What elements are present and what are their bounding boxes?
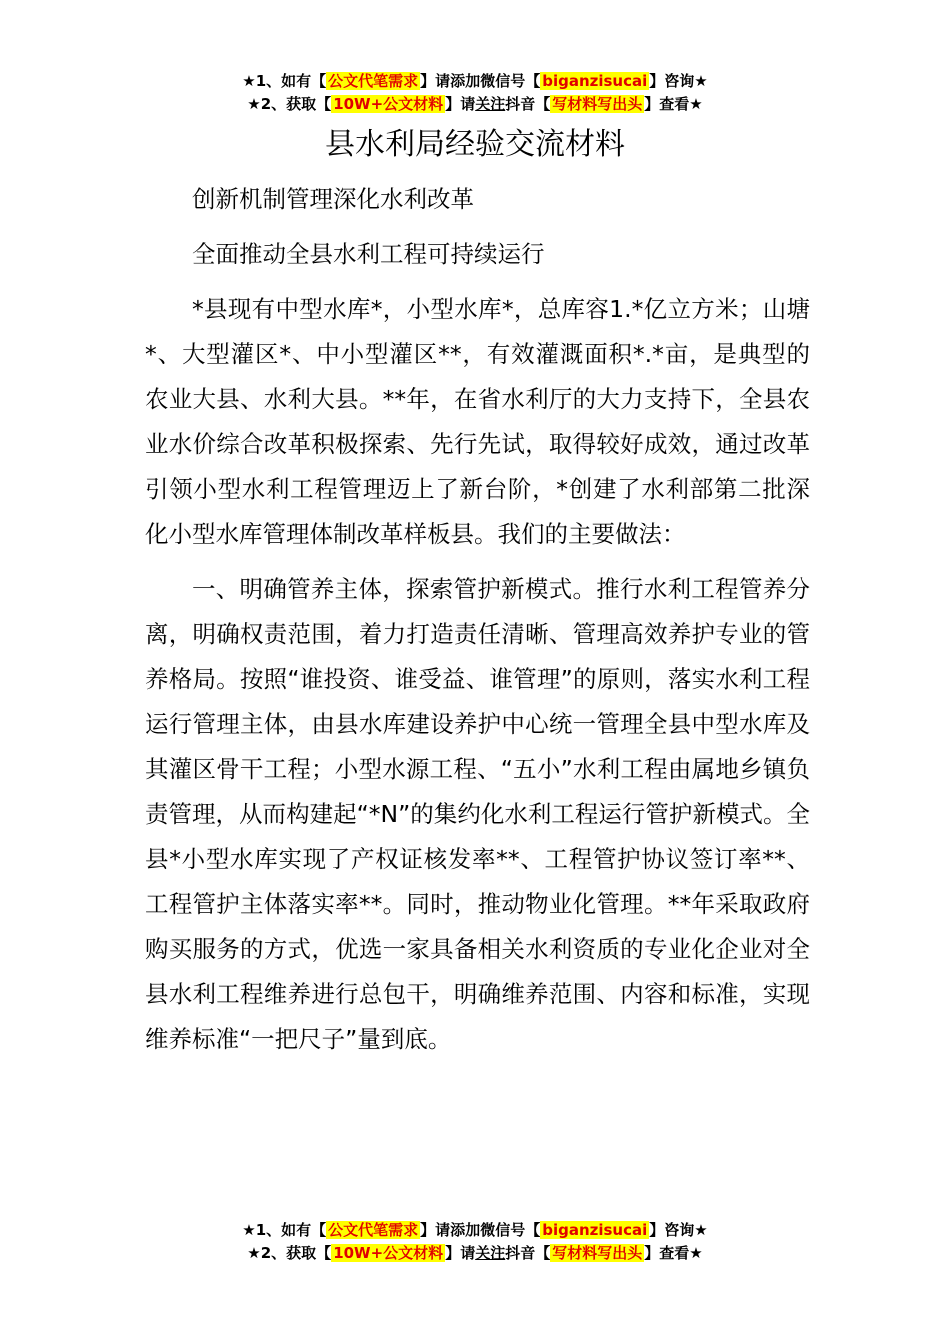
banner-text: 抖音【 <box>505 1244 551 1262</box>
banner-line-1 <box>0 1219 950 1242</box>
banner-text: ★1、如有【 <box>242 72 327 90</box>
banner-text: 微信号【 <box>480 1221 541 1239</box>
banner-text: 】请添 <box>420 72 466 90</box>
banner-text: ★2、获取【 <box>247 95 332 113</box>
banner-text: 微信号【 <box>480 72 541 90</box>
document-body <box>145 177 810 1062</box>
banner-highlight: biganzisucai <box>542 72 648 90</box>
body-paragraph: 一、明确管养主体，探索管护新模式。推行水利工程管养分离，明确权责范围，着力打造责任清晰、管理高效养护专业的管养格局。按照“谁投资、谁受益、谁管理”的原则，落实水利工程运行管理主体，由县水库建设养护中心统一管理全县中型水库及其灌区骨干工程；小型水源工程、“五小”水利工程由属地乡镇负责管理，从而构建起“*N”的集约化水利工程运行管护新模式。全县*小型水库实现了产权证核发率**、工程管护协议签订率**、工程管护主体落实率**。同时，推动物业化管理。**年采取政府购买服务的方式，优选一家具备相关水利资质的专业化企业对全县水利工程维养进行总包干，明确维养范围、内容和标准，实现维养标准“一把尺子”量到底。 <box>145 575 810 1053</box>
banner-highlight: 写材料写出头 <box>552 95 643 113</box>
banner-text: 】咨询★ <box>649 72 708 90</box>
banner-line-1 <box>0 70 950 93</box>
page-title: 县水利局经验交流材料 <box>325 127 625 162</box>
footer-banner <box>0 1219 950 1265</box>
banner-line-2 <box>0 93 950 116</box>
banner-text: 】请 <box>445 95 476 113</box>
banner-line-2 <box>0 1242 950 1265</box>
banner-text: 抖音【 <box>505 95 551 113</box>
banner-text: 】请 <box>445 1244 476 1262</box>
banner-highlight: 公文代笔需求 <box>328 72 419 90</box>
banner-text: 关注 <box>475 95 506 113</box>
banner-highlight: 10W+公文材料 <box>333 95 444 113</box>
banner-highlight: biganzisucai <box>542 1221 648 1239</box>
subtitle: 创新机制管理深化水利改革 <box>192 185 474 213</box>
subtitle: 全面推动全县水利工程可持续运行 <box>192 240 545 268</box>
banner-text: 加 <box>465 72 481 90</box>
banner-text: 】咨询★ <box>649 1221 708 1239</box>
banner-highlight: 公文代笔需求 <box>328 1221 419 1239</box>
banner-text: 】查看★ <box>644 95 703 113</box>
banner-highlight: 写材料写出头 <box>552 1244 643 1262</box>
banner-text: ★2、获取【 <box>247 1244 332 1262</box>
header-banner <box>0 70 950 116</box>
banner-text: 】查看★ <box>644 1244 703 1262</box>
banner-text: 关注 <box>475 1244 506 1262</box>
body-paragraph: *县现有中型水库*，小型水库*，总库容1.*亿立方米；山塘*、大型灌区*、中小型灌区**，有效灌溉面积*.*亩，是典型的农业大县、水利大县。**年，在省水利厅的大力支持下，全县农业水价综合改革积极探索、先行先试，取得较好成效，通过改革引领小型水利工程管理迈上了新台阶，*创建了水利部第二批深化小型水库管理体制改革样板县。我们的主要做法： <box>145 295 810 548</box>
banner-text: ★1、如有【 <box>242 1221 327 1239</box>
banner-highlight: 10W+公文材料 <box>333 1244 444 1262</box>
banner-text: 】请添 <box>420 1221 466 1239</box>
banner-text: 加 <box>465 1221 481 1239</box>
